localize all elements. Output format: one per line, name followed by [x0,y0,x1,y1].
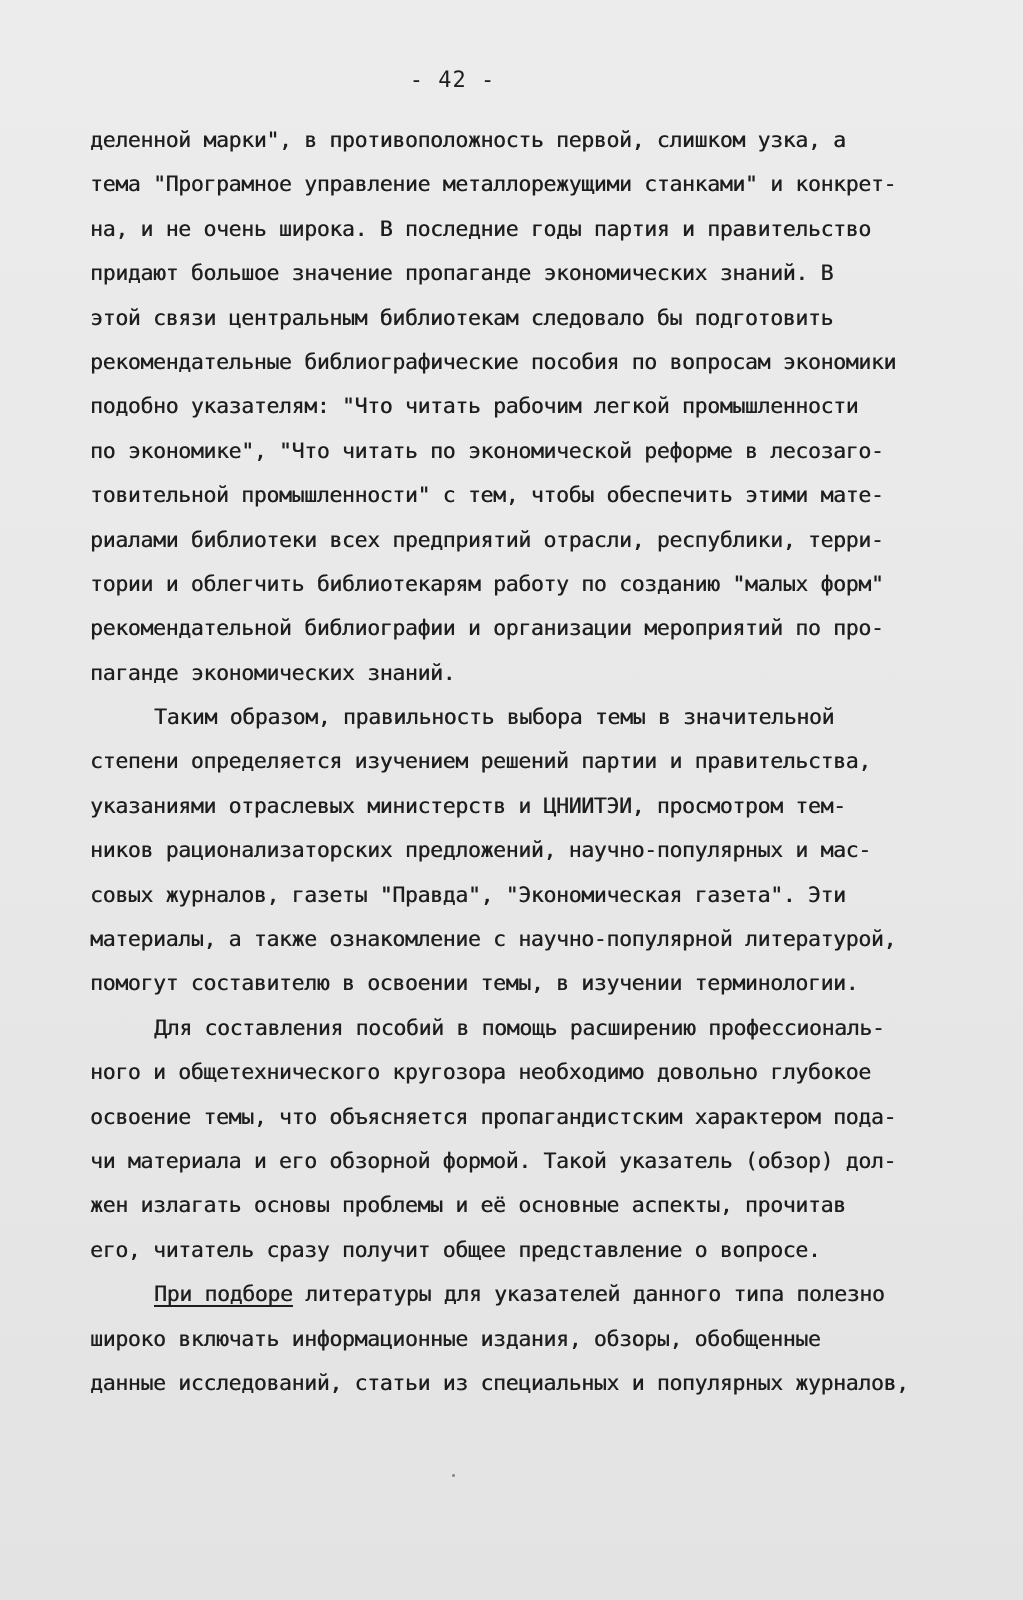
text-line: рекомендательные библиографические пособия по вопросам экономики [90,349,897,375]
text-line: его, читатель сразу получит общее представление о вопросе. [90,1237,821,1263]
text-line: помогут составителю в освоении темы, в изучении терминологии. [90,971,859,997]
text-line: паганде экономических знаний. [90,660,456,686]
text-line: Таким образом, правильность выбора темы в значительной [154,705,835,731]
paragraph [90,696,980,1007]
text-line: чи материала и его обзорной формой. Такой указатель (обзор) дол- [90,1148,897,1174]
text-line: совых журналов, газеты "Правда", "Экономическая газета". Эти [90,882,846,908]
page-number: - 42 - [409,68,496,93]
text-line: материалы, а также ознакомление с научно-популярной литературой, [90,927,897,953]
text-line: риалами библиотеки всех предприятий отрасли, республики, терри- [90,527,884,553]
text-line: на, и не очень широка. В последние годы партия и правительство [90,216,871,242]
text-line: придают большое значение пропаганде экономических знаний. В [90,261,834,287]
text-line: широко включать информационные издания, обзоры, обобщенные [90,1326,821,1352]
underlined-phrase: При подборе [154,1282,293,1308]
paragraph [90,1273,980,1406]
text-line: степени определяется изучением решений партии и правительства, [90,749,871,775]
text-line: ников рационализаторских предложений, научно-популярных и мас- [90,838,871,864]
text-line: жен излагать основы проблемы и её основные аспекты, прочитав [90,1193,846,1219]
text-line: освоение темы, что объясняется пропагандистским характером пода- [90,1104,897,1130]
text-line: ного и общетехнического кругозора необходимо довольно глубокое [90,1060,871,1086]
text-line: рекомендательной библиографии и организации мероприятий по про- [90,616,884,642]
text-line: деленной марки", в противоположность первой, слишком узка, а [90,128,846,153]
text-line: подобно указателям: "Что читать рабочим легкой промышленности [90,394,859,420]
text-line: данные исследований, статьи из специальных и популярных журналов, [90,1370,909,1396]
text-line: этой связи центральным библиотекам следовало бы подготовить [90,305,834,331]
body-text [90,119,980,1406]
text-line: товительной промышленности" с тем, чтобы обеспечить этими мате- [90,483,884,509]
paper-speck [452,1474,455,1477]
text-line: тории и облегчить библиотекарям работу по созданию "малых форм" [90,571,884,597]
text-line: тема "Програмное управление металлорежущими станками" и конкрет- [90,172,897,198]
paragraph [90,119,980,696]
text-line-rest: литературы для указателей данного типа полезно [292,1282,885,1308]
text-line: указаниями отраслевых министерств и ЦНИИТЭИ, просмотром тем- [90,793,846,819]
text-line: Для составления пособий в помощь расширению профессиональ- [154,1015,885,1041]
paragraph [90,1007,980,1273]
text-line: по экономике", "Что читать по экономической реформе в лесозаго- [90,438,884,464]
text-line [90,1273,980,1317]
